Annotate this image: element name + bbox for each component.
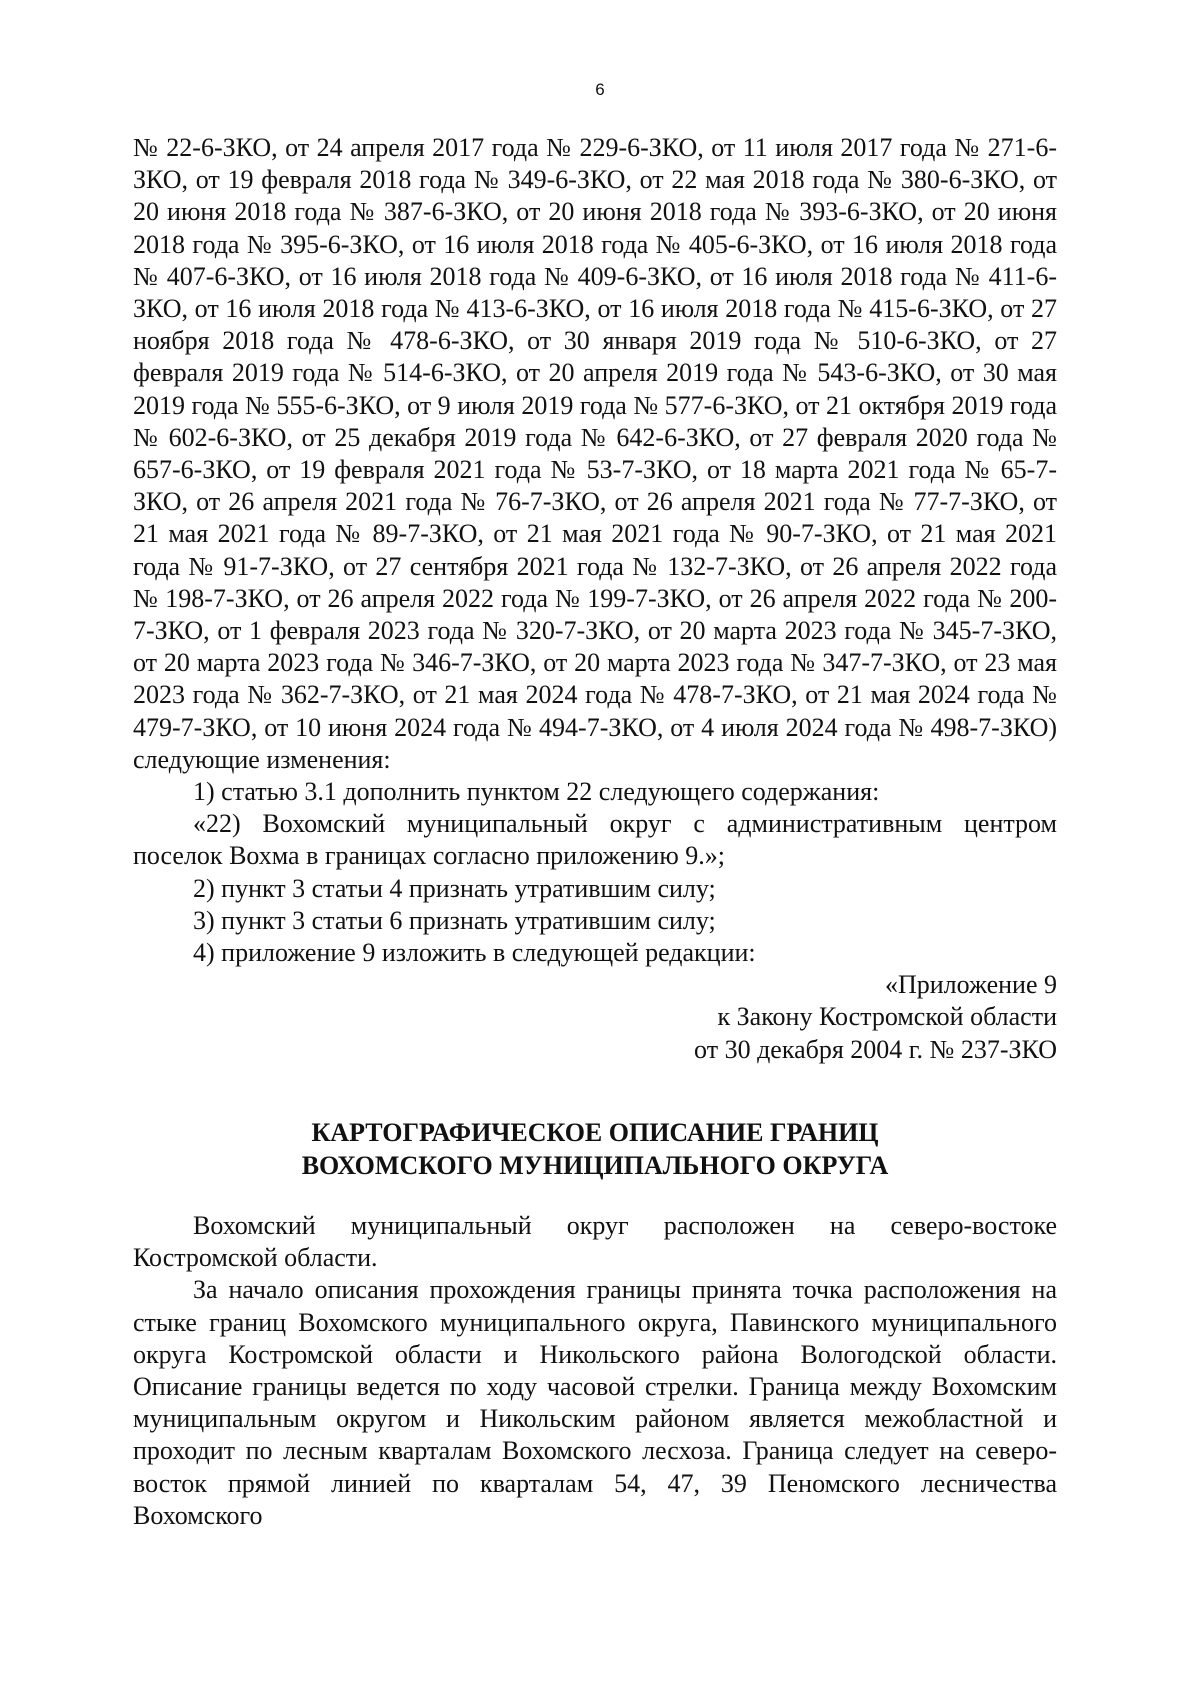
amendment-item: «22) Вохомский муниципальный округ с административным центром поселок Вохма в границах согласно приложению 9.»; — [133, 809, 1057, 871]
appendix-caption — [133, 969, 1057, 1066]
amendment-item: 4) приложение 9 изложить в следующей редакции: — [193, 938, 756, 968]
amendment-item: 1) статью 3.1 дополнить пунктом 22 следующего содержания: — [193, 777, 880, 807]
appendix-caption-line: «Приложение 9 — [884, 970, 1057, 1000]
appendix-caption-line: от 30 декабря 2004 г. № 237-ЗКО — [694, 1034, 1057, 1064]
body-paragraph: Вохомский муниципальный округ расположен на северо-востоке Костромской области. — [133, 1210, 1057, 1273]
section-title-line: КАРТОГРАФИЧЕСКОЕ ОПИСАНИЕ ГРАНИЦ — [311, 1117, 879, 1147]
body-paragraph: За начало описания прохождения границы принята точка расположения на стыке границ Вохомского муниципального округа, Павинского муниципального округа Костромской области и Никольского района Вологодской области. Описание границы ведется по ходу часовой стрелки. Граница между Вохомским муниципальным округом и Никольским районом является межобластной и проходит по лесным кварталам Вохомского лесхоза. Граница следует на северо-восток прямой линией по кварталам 54, 47, 39 Пеномского лесничества Вохомского — [133, 1275, 1057, 1530]
amendment-item: 2) пункт 3 статьи 4 признать утратившим силу; — [193, 873, 716, 903]
law-references-paragraph: № 22-6-ЗКО, от 24 апреля 2017 года № 229-6-ЗКО, от 11 июля 2017 года № 271-6-ЗКО, от 19 февраля 2018 года № 349-6-ЗКО, от 22 мая 2018 года № 380-6-ЗКО, от 20 июня 2018 года № 387-6-ЗКО, от 20 июня 2018 года № 393-6-ЗКО, от 20 июня 2018 года № 395-6-ЗКО, от 16 июля 2018 года № 405-6-ЗКО, от 16 июля 2018 года № 407-6-ЗКО, от 16 июля 2018 года № 409-6-ЗКО, от 16 июля 2018 года № 411-6-ЗКО, от 16 июля 2018 года № 413-6-ЗКО, от 16 июля 2018 года № 415-6-ЗКО, от 27 ноября 2018 года № 478-6-ЗКО, от 30 января 2019 года № 510-6-ЗКО, от 27 февраля 2019 года № 514-6-ЗКО, от 20 апреля 2019 года № 543-6-ЗКО, от 30 мая 2019 года № 555-6-ЗКО, от 9 июля 2019 года № 577-6-ЗКО, от 21 октября 2019 года № 602-6-ЗКО, от 25 декабря 2019 года № 642-6-ЗКО, от 27 февраля 2020 года № 657-6-ЗКО, от 19 февраля 2021 года № 53-7-ЗКО, от 18 марта 2021 года № 65-7-ЗКО, от 26 апреля 2021 года № 76-7-ЗКО, от 26 апреля 2021 года № 77-7-ЗКО, от 21 мая 2021 года № 89-7-ЗКО, от 21 мая 2021 года № 90-7-ЗКО, от 21 мая 2021 года № 91-7-ЗКО, от 27 сентября 2021 года № 132-7-ЗКО, от 26 апреля 2022 года № 198-7-ЗКО, от 26 апреля 2022 года № 199-7-ЗКО, от 26 апреля 2022 года № 200-7-ЗКО, от 1 февраля 2023 года № 320-7-ЗКО, от 20 марта 2023 года № 345-7-ЗКО, от 20 марта 2023 года № 346-7-ЗКО, от 20 марта 2023 года № 347-7-ЗКО, от 23 мая 2023 года № 362-7-ЗКО, от 21 мая 2024 года № 478-7-ЗКО, от 21 мая 2024 года № 479-7-ЗКО, от 10 июня 2024 года № 494-7-ЗКО, от 4 июля 2024 года № 498-7-ЗКО) следующие изменения: — [133, 133, 1057, 774]
document-body — [133, 132, 1057, 1532]
section-title — [133, 1116, 1057, 1182]
section-title-line: ВОХОМСКОГО МУНИЦИПАЛЬНОГО ОКРУГА — [301, 1150, 889, 1180]
page-number: 6 — [595, 80, 605, 99]
amendment-item: 3) пункт 3 статьи 6 признать утратившим силу; — [193, 905, 716, 935]
appendix-caption-line: к Закону Костромской области — [717, 1002, 1057, 1032]
amendments-list — [133, 776, 1057, 969]
